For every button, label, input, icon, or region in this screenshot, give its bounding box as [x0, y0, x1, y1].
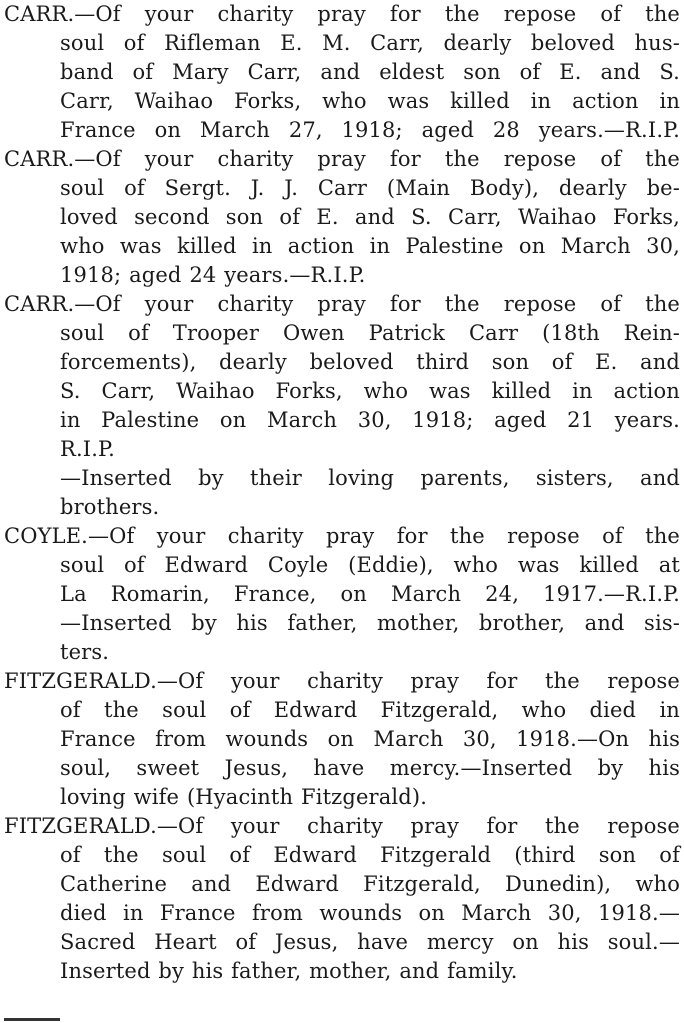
notice-carr-jj — [4, 145, 680, 290]
notice-line: La Romarin, France, on March 24, 1917.—R.I.P. — [60, 582, 680, 606]
notice-line: CARR.—Of your charity pray for the repose of the — [4, 147, 680, 171]
notice-line: forcements), dearly beloved third son of E. and — [60, 350, 680, 374]
notice-fitzgerald-family — [4, 812, 680, 986]
notice-line: S. Carr, Waihao Forks, who was killed in action — [60, 379, 680, 403]
notice-line: Sacred Heart of Jesus, have mercy on his soul.— — [60, 930, 680, 954]
notice-line: soul, sweet Jesus, have mercy.—Inserted by his — [60, 756, 680, 780]
notice-line: 1918; aged 24 years.—R.I.P. — [60, 263, 366, 287]
notice-line: of the soul of Edward Fitzgerald (third son of — [60, 843, 680, 867]
notice-line: CARR.—Of your charity pray for the repose of the — [4, 292, 680, 316]
notice-line: FITZGERALD.—Of your charity pray for the repose — [4, 814, 680, 838]
notice-line: Catherine and Edward Fitzgerald, Dunedin), who — [60, 872, 680, 896]
notice-line: soul of Trooper Owen Patrick Carr (18th Rein- — [60, 321, 680, 345]
notice-line: loving wife (Hyacinth Fitzgerald). — [60, 785, 428, 809]
notice-carr-owen — [4, 290, 680, 522]
notice-line: soul of Rifleman E. M. Carr, dearly beloved hus- — [60, 31, 680, 55]
notice-line: —Inserted by his father, mother, brother, and sis- — [60, 611, 680, 635]
notice-line: R.I.P. — [60, 437, 115, 461]
notice-line: COYLE.—Of your charity pray for the repose of the — [4, 524, 680, 548]
notice-fitzgerald-wife — [4, 667, 680, 812]
notice-line: France on March 27, 1918; aged 28 years.—R.I.P. — [60, 118, 680, 142]
column-end-rule — [4, 1018, 60, 1021]
notice-line: FITZGERALD.—Of your charity pray for the repose — [4, 669, 680, 693]
notice-line: —Inserted by their loving parents, sisters, and — [60, 466, 680, 490]
notice-line: loved second son of E. and S. Carr, Waihao Forks, — [60, 205, 680, 229]
notice-carr-em — [4, 0, 680, 145]
notice-line: Carr, Waihao Forks, who was killed in action in — [60, 89, 680, 113]
notice-line: CARR.—Of your charity pray for the repose of the — [4, 2, 680, 26]
notice-line: France from wounds on March 30, 1918.—On his — [60, 727, 680, 751]
notice-coyle — [4, 522, 680, 667]
notice-line: Inserted by his father, mother, and family. — [60, 959, 518, 983]
notice-line: in Palestine on March 30, 1918; aged 21 years. — [60, 408, 680, 432]
notice-line: soul of Edward Coyle (Eddie), who was killed at — [60, 553, 680, 577]
notice-line: who was killed in action in Palestine on March 30, — [60, 234, 680, 258]
notice-line: of the soul of Edward Fitzgerald, who died in — [60, 698, 680, 722]
notice-line: band of Mary Carr, and eldest son of E. and S. — [60, 60, 680, 84]
notice-line: ters. — [60, 640, 110, 664]
notice-line: died in France from wounds on March 30, 1918.— — [60, 901, 680, 925]
notice-line: brothers. — [60, 495, 160, 519]
notice-line: soul of Sergt. J. J. Carr (Main Body), dearly be- — [60, 176, 680, 200]
